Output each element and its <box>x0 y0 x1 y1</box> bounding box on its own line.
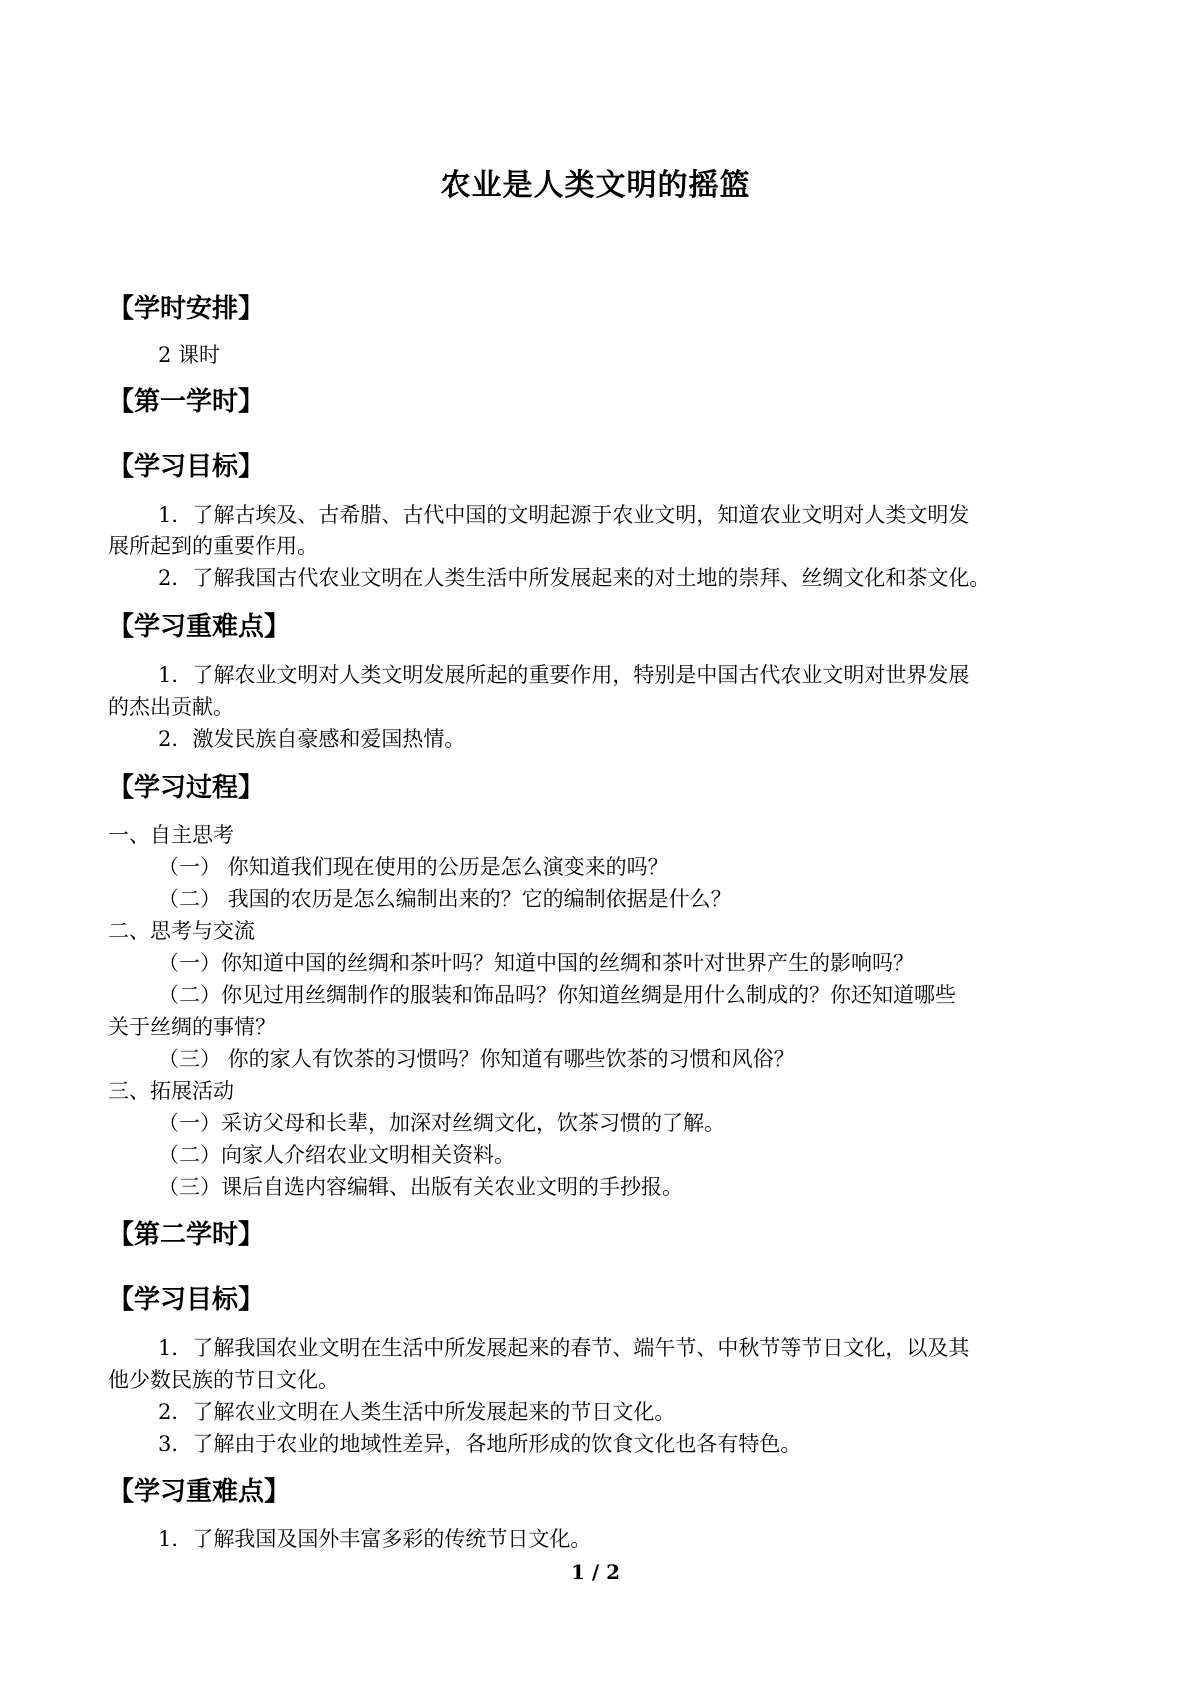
heading-keypoints-1: 【学习重难点】 <box>108 612 291 642</box>
heading-keypoints-2: 【学习重难点】 <box>108 1477 291 1507</box>
keypoints2-line: 1．了解我国及国外丰富多彩的传统节日文化。 <box>158 1527 592 1551</box>
heading-goals-1: 【学习目标】 <box>108 452 265 482</box>
process-line: 二、思考与交流 <box>108 919 255 943</box>
process-line: 关于丝绸的事情？ <box>108 1015 276 1039</box>
keypoints1-line: 2．激发民族自豪感和爱国热情。 <box>158 727 466 751</box>
keypoints1-line: 1．了解农业文明对人类文明发展所起的重要作用，特别是中国古代农业文明对世界发展 <box>158 663 970 687</box>
process-line: （二）向家人介绍农业文明相关资料。 <box>158 1143 515 1167</box>
process-line: 三、拓展活动 <box>108 1079 234 1103</box>
process-line: （一）你知道中国的丝绸和茶叶吗？知道中国的丝绸和茶叶对世界产生的影响吗？ <box>158 951 914 975</box>
heading-process: 【学习过程】 <box>108 773 265 803</box>
goals1-line: 2．了解我国古代农业文明在人类生活中所发展起来的对土地的崇拜、丝绸文化和茶文化。 <box>158 566 991 590</box>
page-number: 1 / 2 <box>570 1560 621 1584</box>
heading-first-period: 【第一学时】 <box>108 387 265 417</box>
heading-schedule: 【学时安排】 <box>108 294 265 324</box>
process-line: （三） 你的家人有饮茶的习惯吗？你知道有哪些饮茶的习惯和风俗？ <box>158 1047 795 1071</box>
heading-second-period: 【第二学时】 <box>108 1220 265 1250</box>
process-line: （二） 我国的农历是怎么编制出来的？它的编制依据是什么？ <box>158 887 732 911</box>
goals1-line: 1．了解古埃及、古希腊、古代中国的文明起源于农业文明，知道农业文明对人类文明发 <box>158 503 970 527</box>
document-title: 农业是人类文明的摇篮 <box>440 168 751 203</box>
goals2-line: 1．了解我国农业文明在生活中所发展起来的春节、端午节、中秋节等节日文化，以及其 <box>158 1336 970 1360</box>
goals1-line: 展所起到的重要作用。 <box>108 534 318 558</box>
process-line: （三）课后自选内容编辑、出版有关农业文明的手抄报。 <box>158 1175 683 1199</box>
heading-goals-2: 【学习目标】 <box>108 1285 265 1315</box>
goals2-line: 3．了解由于农业的地域性差异，各地所形成的饮食文化也各有特色。 <box>158 1432 802 1456</box>
goals2-line: 2．了解农业文明在人类生活中所发展起来的节日文化。 <box>158 1400 676 1424</box>
process-line: 一、自主思考 <box>108 823 234 847</box>
process-line: （一） 你知道我们现在使用的公历是怎么演变来的吗？ <box>158 855 669 879</box>
goals2-line: 他少数民族的节日文化。 <box>108 1368 339 1392</box>
schedule-text: 2 课时 <box>158 343 221 367</box>
process-line: （一）采访父母和长辈，加深对丝绸文化，饮茶习惯的了解。 <box>158 1111 725 1135</box>
keypoints1-line: 的杰出贡献。 <box>108 695 234 719</box>
process-line: （二）你见过用丝绸制作的服装和饰品吗？你知道丝绸是用什么制成的？你还知道哪些 <box>158 983 956 1007</box>
